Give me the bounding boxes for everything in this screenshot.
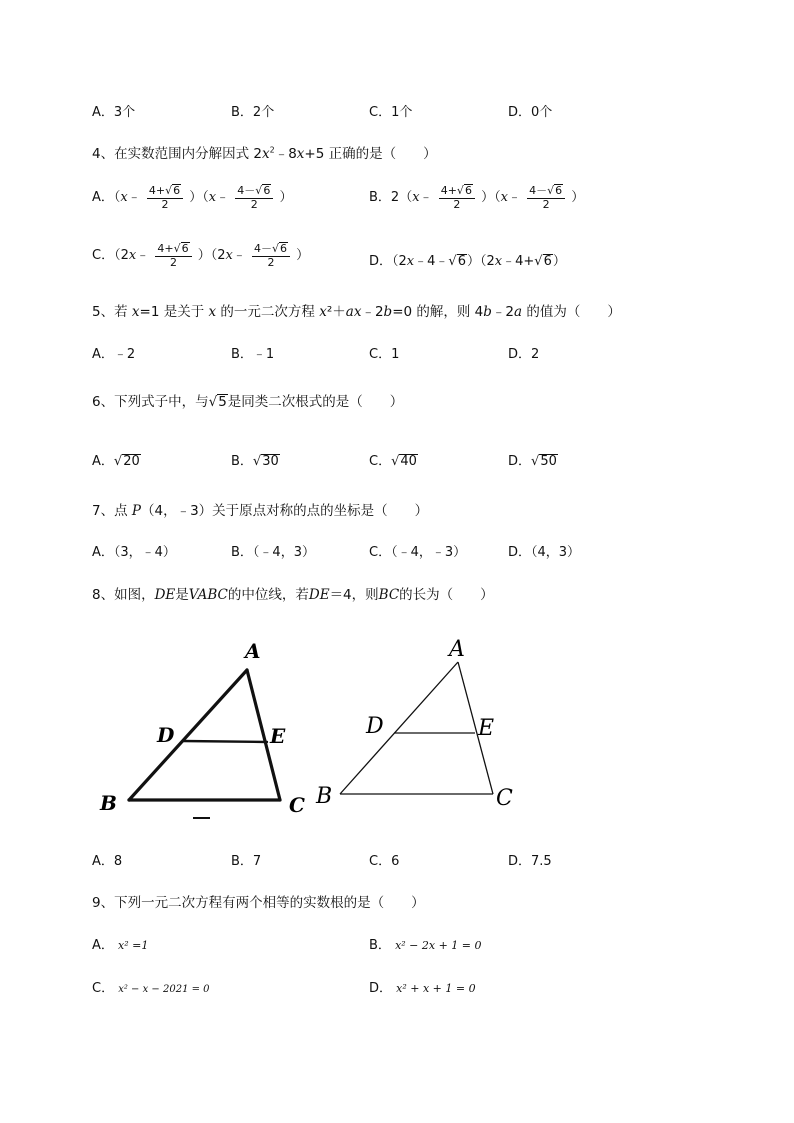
question-9-stem: 9、下列一元二次方程有两个相等的实数根的是（ ） <box>92 895 425 911</box>
q8-option-d: D．7.5 <box>508 854 552 869</box>
side-ab <box>129 670 247 800</box>
q4-option-b: B．2（x﹣ $\frac{4+√6}{2}$ ）（x﹣ $\frac{4-√6}{2}$ ） <box>369 184 585 211</box>
q3-option-c: C．1个 <box>369 105 413 120</box>
q5-option-d: D．2 <box>508 347 540 362</box>
label-c: C <box>496 786 513 811</box>
label-b: B <box>316 784 333 809</box>
q6-option-a: A．√20 <box>92 454 140 469</box>
q6-option-b: B．√30 <box>231 454 279 469</box>
q5-option-a: A．﹣2 <box>92 347 136 362</box>
question-4-stem: 4、在实数范围内分解因式 $2x^2﹣8x+5$ 正确的是（ ） <box>92 145 437 162</box>
q4-option-a: A．（x﹣ $\frac{4+√6}{2}$ ）（x﹣ $\frac{4-√6}{2}$ ） <box>92 184 293 211</box>
label-e: E <box>478 716 495 741</box>
triangle-figure-1 <box>95 630 325 830</box>
q3-option-b: B．2个 <box>231 105 275 120</box>
label-a: A <box>449 637 465 662</box>
q9-option-c: C． x² − x − 2021 = 0 <box>92 981 210 996</box>
label-e: E <box>270 724 286 748</box>
question-5-stem: 5、若 x=1 是关于 x 的一元二次方程 x²＋ax﹣2b=0 的解，则 4b﹣2a 的值为（ ） <box>92 304 621 320</box>
label-b: B <box>100 791 117 815</box>
q8-option-a: A．8 <box>92 854 123 869</box>
q6-option-c: C．√40 <box>369 454 417 469</box>
label-d: D <box>366 714 384 739</box>
q4-option-d: D．（2x﹣4﹣√6）（2x﹣4+√6） <box>369 254 566 269</box>
question-8-stem: 8、如图，DE是VABC的中位线，若DE＝4，则BC的长为（ ） <box>92 587 494 603</box>
q8-option-b: B．7 <box>231 854 262 869</box>
q3-option-a: A．3个 <box>92 105 136 120</box>
midline-de <box>183 741 267 742</box>
q4-option-c: C．（2x﹣ $\frac{4+√6}{2}$ ）（2x﹣ $\frac{4-√6}{2}$ ） <box>92 242 310 269</box>
label-d: D <box>157 723 175 747</box>
q3-option-d: D．0个 <box>508 105 553 120</box>
q9-option-a: A． x² =1 <box>92 938 149 953</box>
question-6-stem: 6、下列式子中，与√5是同类二次根式的是（ ） <box>92 394 404 410</box>
triangle-figure-2 <box>310 630 540 820</box>
side-ab <box>340 662 458 794</box>
q9-option-b: B． x² − 2x + 1 = 0 <box>369 938 482 953</box>
q6-option-d: D．√50 <box>508 454 557 469</box>
label-a: A <box>245 639 261 663</box>
q5-option-c: C．1 <box>369 347 400 362</box>
label-c: C <box>289 793 305 817</box>
q8-option-c: C．6 <box>369 854 400 869</box>
q7-option-b: B．（﹣4，3） <box>231 545 315 560</box>
q7-option-d: D．（4，3） <box>508 545 581 560</box>
q5-option-b: B．﹣1 <box>231 347 275 362</box>
q7-option-c: C．（﹣4，﹣3） <box>369 545 467 560</box>
q9-option-d: D． x² + x + 1 = 0 <box>369 981 476 996</box>
q7-option-a: A．（3，﹣4） <box>92 545 176 560</box>
question-7-stem: 7、点 P（4，﹣3）关于原点对称的点的坐标是（ ） <box>92 503 429 519</box>
